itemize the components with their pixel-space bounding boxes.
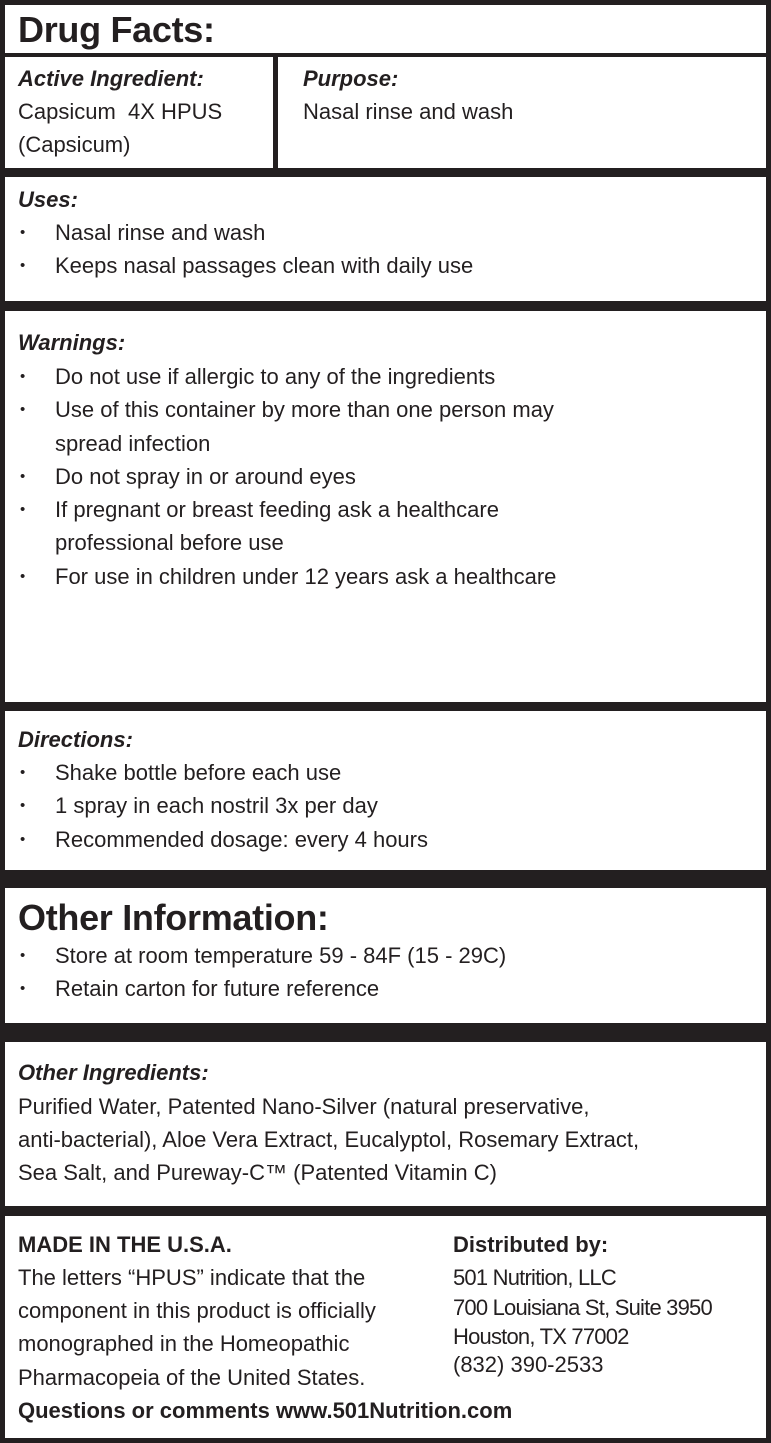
- bullet-icon: •: [20, 947, 26, 964]
- uses-panel: [5, 177, 766, 301]
- directions-list: [18, 756, 758, 856]
- list-item: • Do not spray in or around eyes: [18, 460, 618, 493]
- list-item: • Store at room temperature 59 - 84F (15 - 29C): [18, 939, 758, 972]
- made-in-usa: MADE IN THE U.S.A.: [18, 1232, 232, 1257]
- purpose-box: [278, 57, 766, 168]
- bullet-icon: •: [20, 401, 26, 419]
- uses-heading: Uses:: [18, 187, 78, 212]
- uses-list: [18, 216, 758, 283]
- questions-line: Questions or comments www.501Nutrition.com: [18, 1398, 513, 1423]
- active-ingredient-line1: Capsicum 4X HPUS: [18, 99, 223, 124]
- distributor-name: 501 Nutrition, LLC: [453, 1265, 616, 1290]
- distributed-by-heading: Distributed by:: [453, 1232, 609, 1257]
- warnings-list: [18, 360, 618, 593]
- directions-heading: Directions:: [18, 727, 133, 752]
- footer-panel: [5, 1216, 766, 1438]
- bullet-icon: •: [20, 797, 26, 815]
- list-item: • Recommended dosage: every 4 hours: [18, 823, 758, 856]
- hpus-line1: The letters “HPUS” indicate that the: [18, 1265, 366, 1290]
- bullet-icon: •: [20, 467, 26, 485]
- directions-panel: [5, 711, 766, 870]
- title-box: [5, 5, 766, 53]
- bullet-icon: •: [20, 567, 26, 585]
- list-item: • If pregnant or breast feeding ask a healthcare professional before use: [18, 493, 618, 560]
- warnings-panel: [5, 311, 766, 702]
- hpus-line2: component in this product is officially: [18, 1298, 376, 1323]
- bullet-icon: •: [20, 980, 26, 998]
- other-ingredients-line3: Sea Salt, and Pureway-C™ (Patented Vitamin C): [18, 1160, 497, 1185]
- active-ingredient-box: [5, 57, 273, 168]
- list-item: • Use of this container by more than one person may spread infection: [18, 393, 618, 460]
- bullet-icon: •: [20, 764, 26, 781]
- other-information-heading: Other Information:: [18, 897, 329, 938]
- page-title: Drug Facts:: [18, 9, 215, 50]
- purpose-text: Nasal rinse and wash: [303, 99, 514, 124]
- other-ingredients-panel: [5, 1042, 766, 1206]
- active-ingredient-heading: Active Ingredient:: [18, 66, 204, 91]
- distributor-city: Houston, TX 77002: [453, 1324, 629, 1349]
- list-item: • Retain carton for future reference: [18, 972, 758, 1005]
- list-item: • For use in children under 12 years ask a healthcare: [18, 560, 618, 593]
- drug-facts-header-panel: [5, 5, 766, 168]
- purpose-heading: Purpose:: [303, 66, 399, 91]
- bullet-icon: •: [20, 224, 26, 241]
- bullet-icon: •: [20, 368, 26, 385]
- distributor-address: 700 Louisiana St, Suite 3950: [453, 1295, 712, 1320]
- list-item: • Shake bottle before each use: [18, 756, 758, 789]
- bullet-icon: •: [20, 501, 26, 519]
- hpus-line3: monographed in the Homeopathic: [18, 1331, 350, 1356]
- distributor-phone: (832) 390-2533: [453, 1352, 604, 1377]
- hpus-line4: Pharmacopeia of the United States.: [18, 1365, 366, 1390]
- list-item: • Nasal rinse and wash: [18, 216, 758, 249]
- other-ingredients-line1: Purified Water, Patented Nano-Silver (natural preservative,: [18, 1094, 590, 1119]
- list-item: • 1 spray in each nostril 3x per day: [18, 789, 758, 822]
- active-ingredient-line2: (Capsicum): [18, 132, 131, 157]
- bullet-icon: •: [20, 257, 26, 275]
- other-ingredients-line2: anti-bacterial), Aloe Vera Extract, Eucalyptol, Rosemary Extract,: [18, 1127, 640, 1152]
- other-information-list: [18, 939, 758, 1006]
- list-item: • Do not use if allergic to any of the ingredients: [18, 360, 618, 393]
- other-ingredients-heading: Other Ingredients:: [18, 1060, 209, 1085]
- list-item: • Keeps nasal passages clean with daily use: [18, 249, 758, 282]
- warnings-heading: Warnings:: [18, 330, 126, 355]
- other-information-panel: [5, 888, 766, 1023]
- bullet-icon: •: [20, 830, 26, 848]
